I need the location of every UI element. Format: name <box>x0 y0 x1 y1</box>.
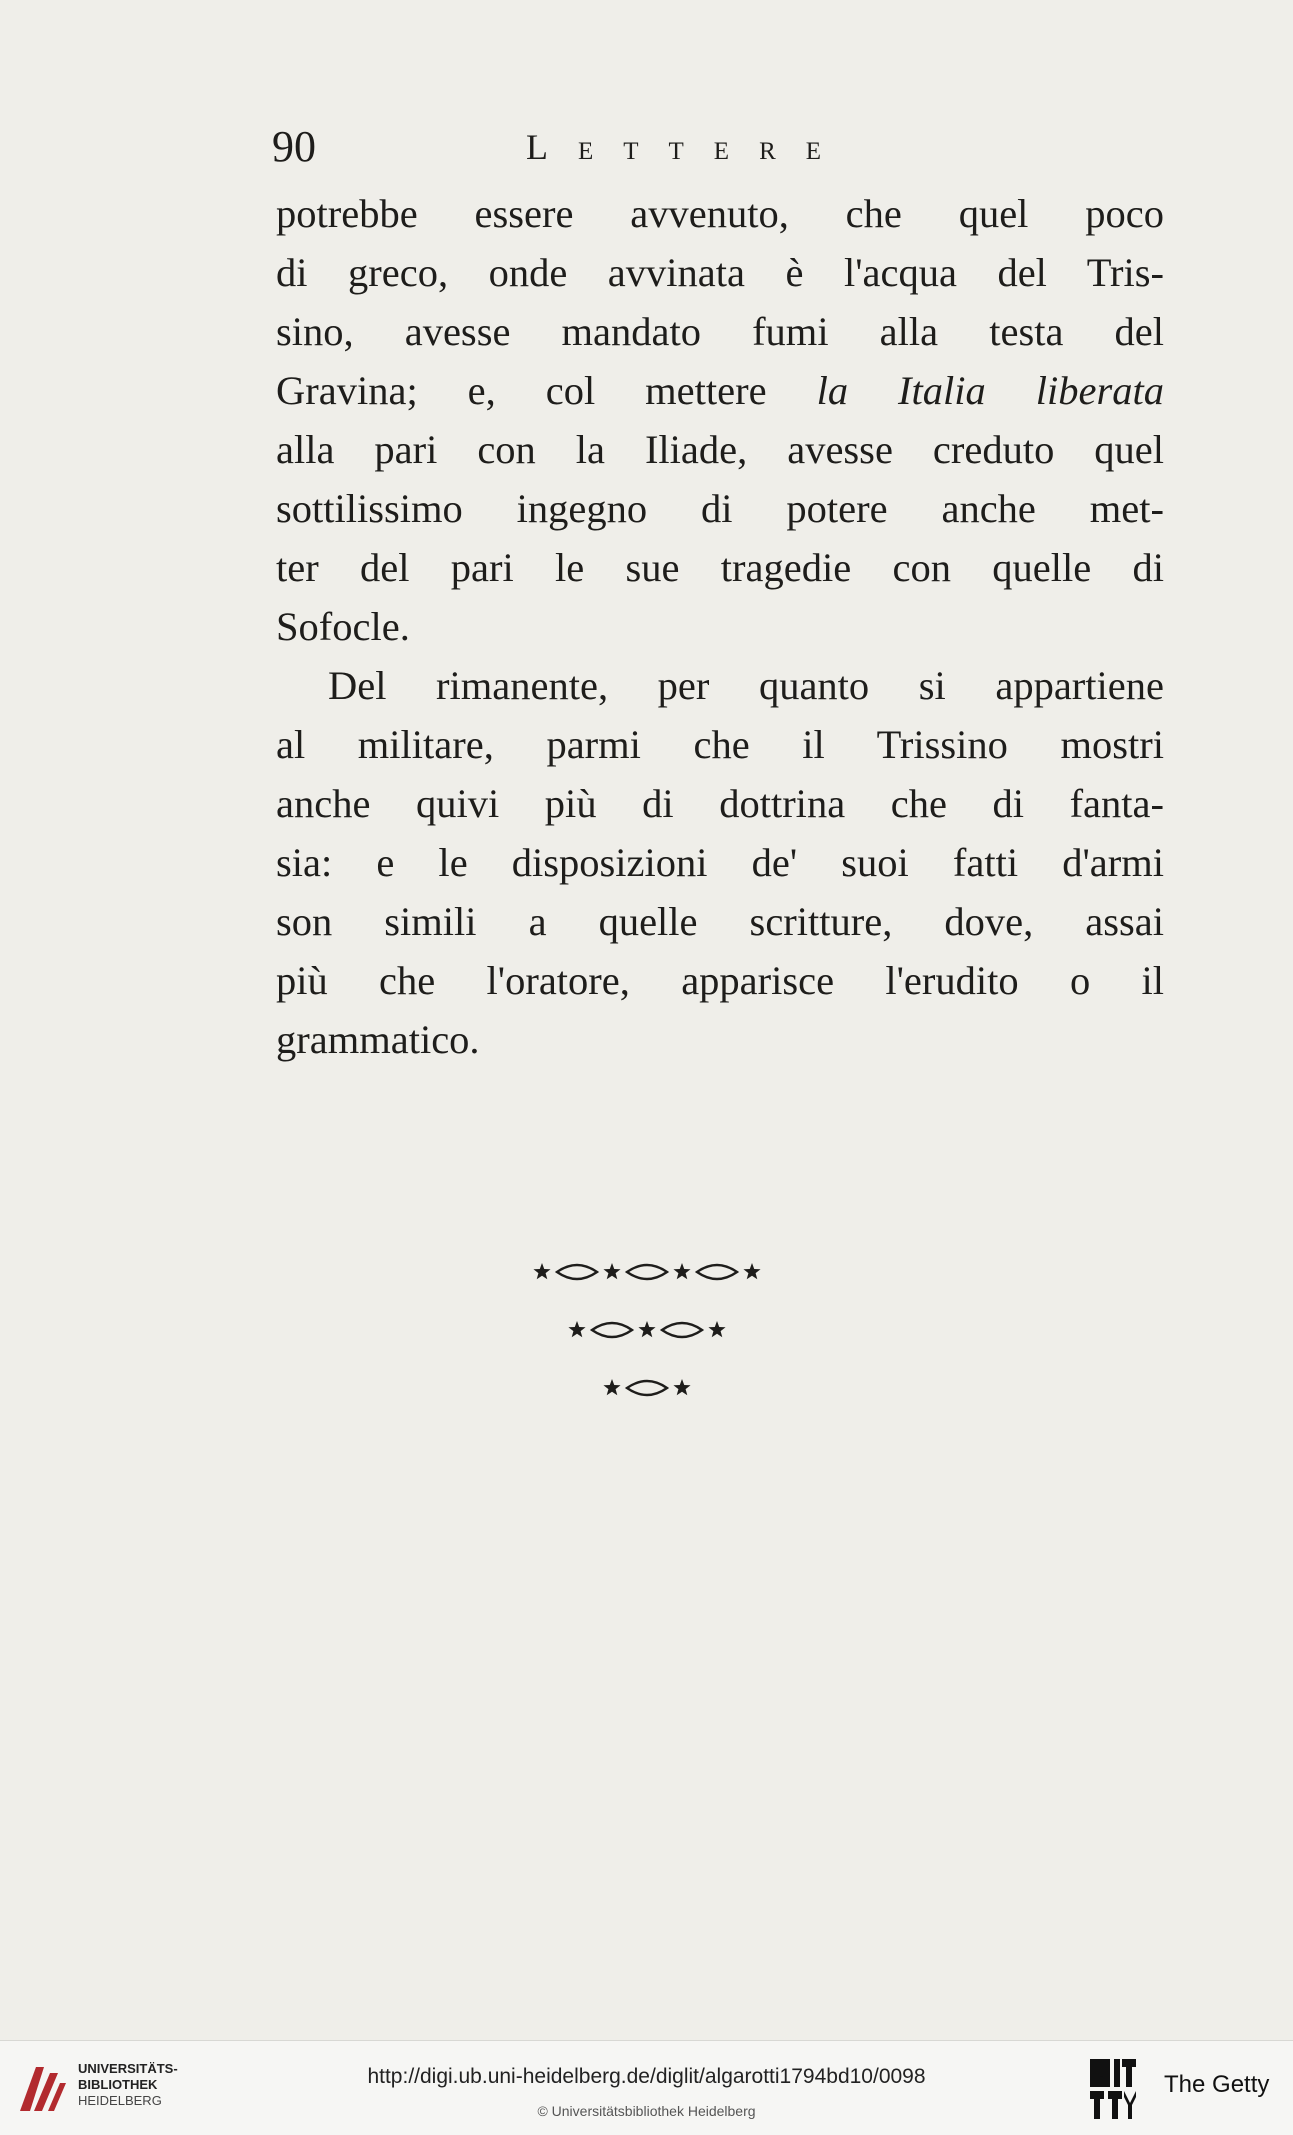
text-line: di greco, onde avvinata è l'acqua del Tris- <box>276 250 1164 295</box>
ornament-lens-icon <box>662 1323 702 1337</box>
text-line: ter del pari le sue tragedie con quelle di <box>276 545 1164 590</box>
typographic-ornament <box>0 1248 1293 1418</box>
text-line: son simili a quelle scritture, dove, assai <box>276 899 1164 944</box>
ornament-star-icon <box>533 1263 550 1279</box>
library-line: UNIVERSITÄTS- <box>78 2061 178 2076</box>
library-line: HEIDELBERG <box>78 2093 162 2108</box>
text-line: alla pari con la Iliade, avesse creduto quel <box>276 427 1164 472</box>
ornament-lens-icon <box>627 1381 667 1395</box>
ornament-star-icon <box>708 1321 725 1337</box>
page-header <box>272 122 1172 172</box>
ornament-lens-icon <box>592 1323 632 1337</box>
ornament-star-icon <box>743 1263 760 1279</box>
ornament-star-icon <box>603 1263 620 1279</box>
text-line: più che l'oratore, apparisce l'erudito o il <box>276 958 1164 1003</box>
text-line: Del rimanente, per quanto si appartiene <box>328 663 1164 708</box>
page-number: 90 <box>272 122 316 171</box>
permalink-url[interactable]: http://digi.ub.uni-heidelberg.de/diglit/algarotti1794bd10/0098 <box>367 2065 926 2088</box>
ornament-star-icon <box>673 1263 690 1279</box>
text-line: sottilissimo ingegno di potere anche met- <box>276 486 1164 531</box>
ornament-star-icon <box>638 1321 655 1337</box>
text-line: grammatico. <box>276 1017 480 1062</box>
text-line: potrebbe essere avvenuto, che quel poco <box>276 191 1164 236</box>
ornament-star-icon <box>568 1321 585 1337</box>
ornament-star-icon <box>603 1379 620 1395</box>
running-title: Lettere <box>526 127 852 167</box>
text-line: Sofocle. <box>276 604 410 649</box>
text-line-with-italic: Gravina; e, col mettere la Italia liberata <box>276 368 1164 413</box>
text-line: sino, avesse mandato fumi alla testa del <box>276 309 1164 354</box>
ornament-lens-icon <box>627 1265 667 1279</box>
getty-mark-text: GETTY <box>1100 2077 1104 2078</box>
italic-title: la Italia liberata <box>816 368 1164 413</box>
library-line: BIBLIOTHEK <box>78 2077 158 2092</box>
body-text <box>276 184 1164 1069</box>
footer-bar <box>0 2040 1293 2135</box>
ornament-lens-icon <box>697 1265 737 1279</box>
ornament-star-icon <box>673 1379 690 1395</box>
ornament-stars-icon <box>517 1248 777 1418</box>
copyright-notice: © Universitätsbibliothek Heidelberg <box>537 2103 756 2119</box>
text-line: al militare, parmi che il Trissino mostri <box>276 722 1164 767</box>
ornament-lens-icon <box>557 1265 597 1279</box>
getty-logo-icon <box>1088 2057 1138 2121</box>
getty-label: The Getty <box>1164 2071 1270 2098</box>
text-line: anche quivi più di dottrina che di fanta- <box>276 781 1164 826</box>
text-line: sia: e le disposizioni de' suoi fatti d'armi <box>276 840 1164 885</box>
